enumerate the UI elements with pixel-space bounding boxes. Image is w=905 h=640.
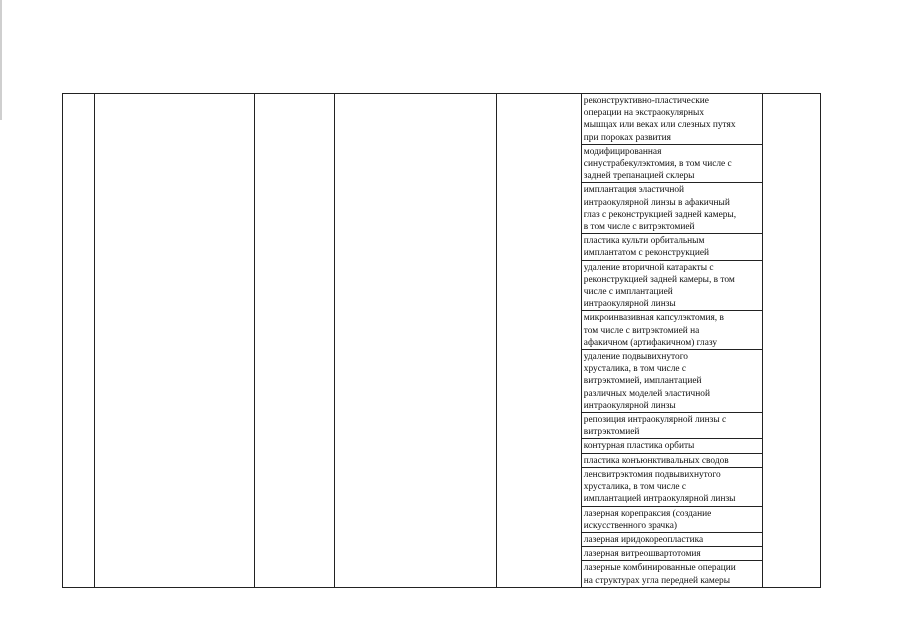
- cell-operations: [581, 94, 763, 588]
- table-row: [63, 94, 821, 588]
- operation-item: лазерная витреошвартотомия: [582, 547, 763, 561]
- cell-diagnosis: [334, 94, 497, 588]
- document-table: [62, 93, 821, 588]
- operation-item: лазерные комбинированные операции на структурах угла передней камеры: [583, 563, 736, 586]
- operation-item: пластика культи орбитальным имплантатом с реконструкцией: [582, 234, 763, 260]
- operation-item: реконструктивно-пластические операции на экстраокулярных мышцах или веках или слезных путях при пороках развития: [582, 94, 763, 145]
- operation-item: удаление подвывихнутого хрусталика, в том числе с витрэктомией, имплантацией различных моделей эластичной интраокулярной линзы: [582, 350, 763, 413]
- operation-item: контурная пластика орбиты: [582, 439, 763, 453]
- operation-item: микроинвазивная капсулэктомия, в том числе с витрэктомией на афакичном (артифакичном) глазу: [582, 311, 763, 350]
- scan-edge-line: [0, 0, 2, 120]
- operation-item: репозиция интраокулярной линзы с витрэктомией: [582, 413, 763, 439]
- operation-item: пластика конъюнктивальных сводов: [582, 454, 763, 468]
- operations-list: [582, 94, 763, 587]
- cell-number: [63, 94, 95, 588]
- operation-item: имплантация эластичной интраокулярной линзы в афакичный глаз с реконструкцией задней камеры, в том числе с витрэктомией: [582, 183, 763, 234]
- operation-item: ленсвитрэктомия подвывихнутого хрусталика, в том числе с имплантацией интраокулярной линзы: [582, 468, 763, 507]
- cell-code: [254, 94, 334, 588]
- operation-item: удаление вторичной катаракты с реконструкцией задней камеры, в том числе с имплантацией интраокулярной линзы: [582, 261, 763, 312]
- cell-treatment-type: [497, 94, 582, 588]
- operation-item: лазерная иридокореопластика: [582, 533, 763, 547]
- cell-cost: [763, 94, 821, 588]
- cell-profile: [95, 94, 254, 588]
- operation-item: лазерная корепраксия (создание искусственного зрачка): [582, 507, 763, 533]
- operation-item: модифицированная синустрабекулэктомия, в том числе с задней трепанацией склеры: [582, 145, 763, 184]
